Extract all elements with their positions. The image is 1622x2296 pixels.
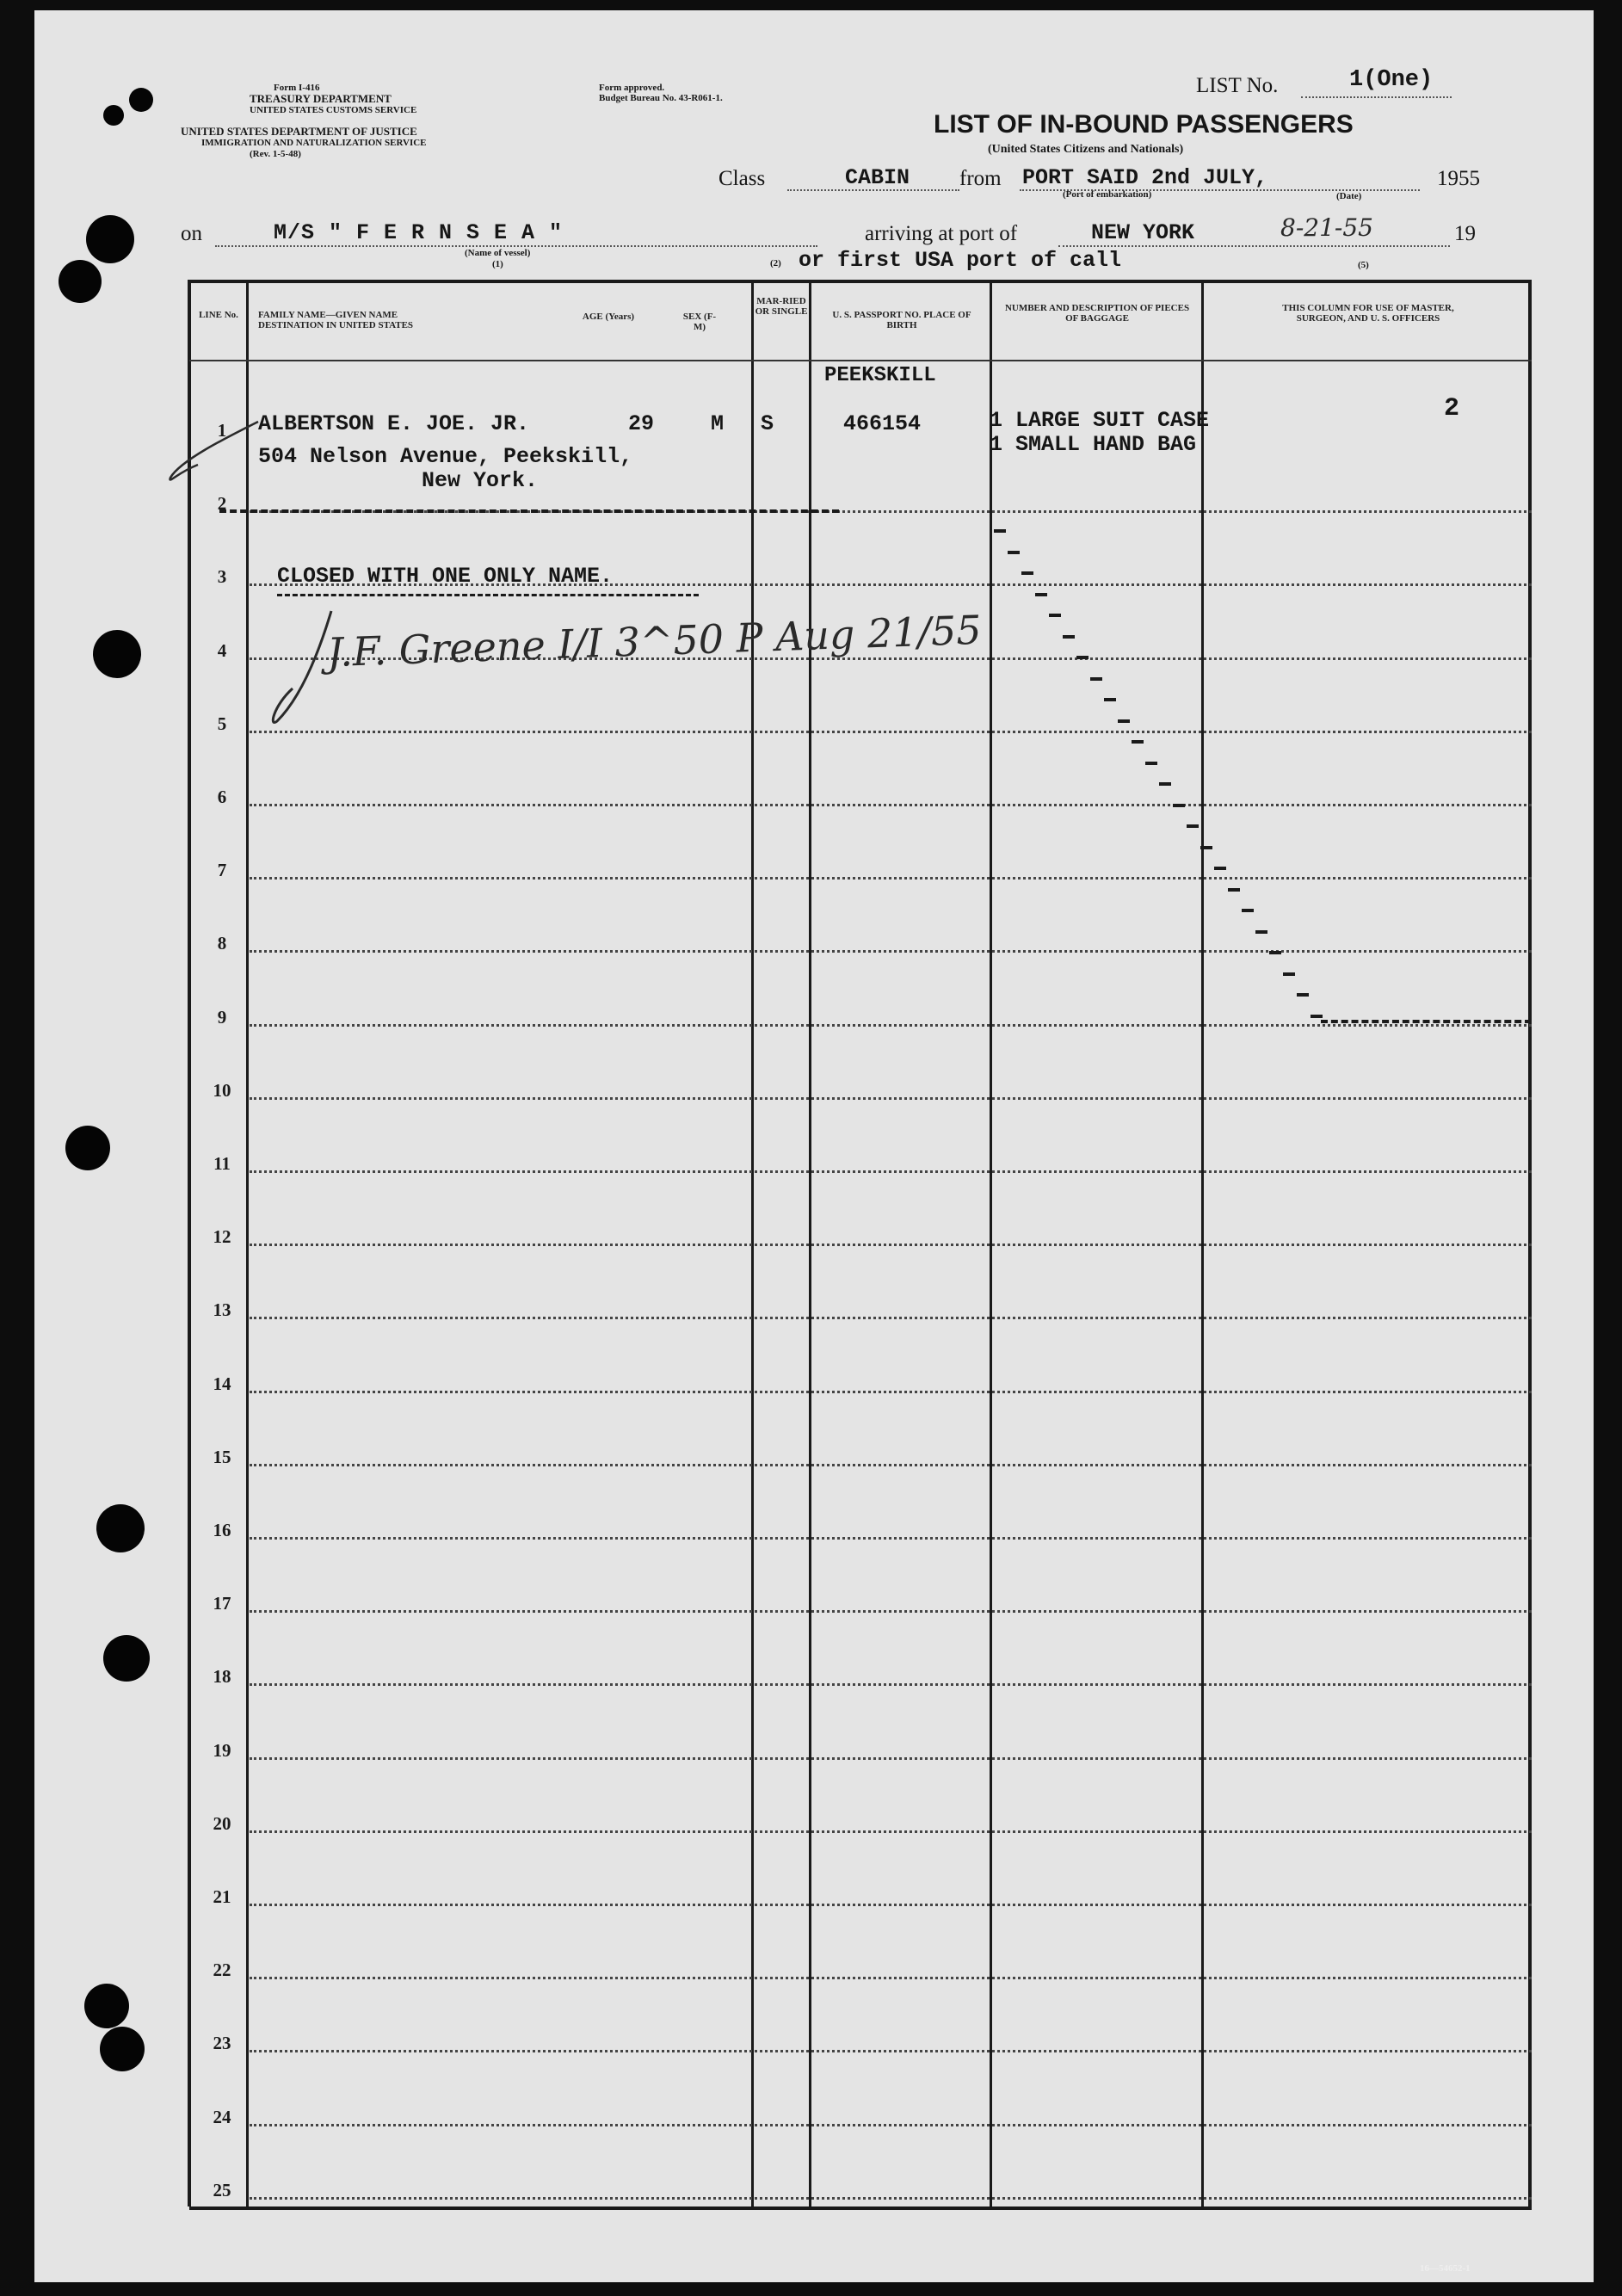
list-no-value: 1(One) xyxy=(1349,67,1434,93)
form-title: LIST OF IN-BOUND PASSENGERS xyxy=(934,110,1354,139)
cancel-tail-line xyxy=(1321,1020,1532,1023)
cancel-dash xyxy=(1311,1015,1323,1018)
cancel-dash xyxy=(1076,656,1089,659)
cancel-dash xyxy=(1008,551,1020,554)
treasury-department: TREASURY DEPARTMENT xyxy=(250,92,392,105)
class-label: Class xyxy=(718,167,766,190)
row-rule xyxy=(250,1170,1532,1173)
punch-hole xyxy=(100,2027,145,2071)
cancel-dash xyxy=(1242,909,1254,912)
cancel-dash xyxy=(1297,993,1309,997)
row-number: 8 xyxy=(217,933,227,954)
col-header-family-name: FAMILY NAME—GIVEN NAME xyxy=(258,310,398,320)
cancel-dash xyxy=(1159,782,1171,786)
punch-hole xyxy=(96,1504,145,1552)
punch-hole xyxy=(103,1635,150,1682)
first-port-label: or first USA port of call xyxy=(799,248,1122,273)
passenger-age: 29 xyxy=(628,411,655,436)
cancel-dash xyxy=(1090,677,1102,681)
row-number: 20 xyxy=(213,1812,231,1834)
date-caption: (Date) xyxy=(1336,191,1362,201)
col-header-baggage: NUMBER AND DESCRIPTION OF PIECES OF BAGGAGE xyxy=(1004,303,1190,324)
from-label: from xyxy=(959,167,1002,190)
row-number: 14 xyxy=(213,1373,231,1394)
baggage-line-1: 1 LARGE SUIT CASE xyxy=(990,408,1210,433)
cancel-dash xyxy=(1035,593,1047,596)
cancel-dash xyxy=(1173,804,1185,807)
form-approved: Form approved. xyxy=(599,83,665,93)
row-rule xyxy=(250,1317,1532,1319)
cancel-dash xyxy=(1283,972,1295,976)
col-divider xyxy=(246,280,249,2207)
arrival-port: NEW YORK xyxy=(1091,220,1195,245)
row-rule xyxy=(250,877,1532,880)
row-number: 23 xyxy=(213,2033,231,2054)
row-number: 5 xyxy=(217,713,227,734)
birthplace: PEEKSKILL xyxy=(824,364,936,387)
list-no-label: LIST No. xyxy=(1196,74,1279,97)
row-number: 16 xyxy=(213,1520,231,1540)
address-line-1: 504 Nelson Avenue, Peekskill, xyxy=(258,444,633,469)
cancel-dash xyxy=(1200,846,1212,849)
col-header-sex: SEX (F-M) xyxy=(682,312,717,332)
row-number: 2 xyxy=(217,493,227,515)
row-number: 21 xyxy=(213,1886,231,1907)
row-number: 15 xyxy=(213,1446,231,1467)
row-number: 4 xyxy=(217,639,227,661)
address-line-2: New York. xyxy=(422,468,539,493)
closed-note: CLOSED WITH ONE ONLY NAME. xyxy=(277,564,614,589)
budget-bureau: Budget Bureau No. 43-R061-1. xyxy=(599,93,723,103)
row-rule xyxy=(250,1610,1532,1613)
punch-hole xyxy=(84,1984,129,2028)
row-rule xyxy=(250,1757,1532,1760)
row-rule xyxy=(250,1244,1532,1246)
row-number: 13 xyxy=(213,1299,231,1321)
on-label: on xyxy=(181,222,202,245)
row-number: 25 xyxy=(213,2179,231,2200)
list-no-underline xyxy=(1301,96,1452,98)
cancel-dash xyxy=(1187,824,1199,828)
passport-number: 466154 xyxy=(843,411,922,436)
col-header-passport: U. S. PASSPORT NO. PLACE OF BIRTH xyxy=(832,310,971,330)
row-rule xyxy=(250,1391,1532,1393)
form-subtitle: (United States Citizens and Nationals) xyxy=(988,143,1184,156)
customs-service: UNITED STATES CUSTOMS SERVICE xyxy=(250,105,417,115)
row-rule xyxy=(250,1097,1532,1100)
row-number: 11 xyxy=(213,1153,231,1174)
row-rule xyxy=(250,2050,1532,2052)
num-2: (2) xyxy=(770,258,781,268)
row-number: 3 xyxy=(217,566,227,588)
punch-hole xyxy=(129,88,153,112)
row-rule xyxy=(250,1830,1532,1833)
cancel-dash xyxy=(1214,867,1226,870)
cancel-dash xyxy=(1145,762,1157,765)
cancel-dash xyxy=(1049,614,1061,617)
row-rule xyxy=(250,2197,1532,2200)
row-number: 1 xyxy=(217,420,227,441)
embarkation-caption: (Port of embarkation) xyxy=(1063,189,1152,200)
cancel-dash xyxy=(1132,740,1144,744)
row-number: 6 xyxy=(217,787,227,807)
cancel-dash xyxy=(994,529,1006,533)
cancel-line xyxy=(219,509,839,513)
form-number: Form I-416 xyxy=(274,83,320,93)
punch-hole xyxy=(65,1126,110,1170)
cancel-dash xyxy=(1228,888,1240,892)
baggage-line-2: 1 SMALL HAND BAG xyxy=(990,432,1197,457)
row-rule xyxy=(250,1904,1532,1906)
vessel-underline xyxy=(215,245,817,247)
cancel-dash xyxy=(1269,951,1281,954)
officer-mark: 2 xyxy=(1444,394,1460,423)
row-rule xyxy=(250,1683,1532,1686)
col-header-line: LINE No. xyxy=(199,310,238,320)
row-number: 7 xyxy=(217,860,227,881)
punch-hole xyxy=(59,260,102,303)
vessel-caption-num: (1) xyxy=(492,259,503,269)
passenger-sex: M xyxy=(711,411,725,436)
passenger-marital: S xyxy=(761,411,774,436)
justice-department: UNITED STATES DEPARTMENT OF JUSTICE xyxy=(181,125,417,138)
revision-date: (Rev. 1-5-48) xyxy=(250,149,301,159)
cancel-dash xyxy=(1118,719,1130,723)
vessel-name: M/S " F E R N S E A " xyxy=(274,220,564,245)
col-header-destination: DESTINATION IN UNITED STATES xyxy=(258,320,414,330)
row-rule xyxy=(250,950,1532,953)
table-left-border xyxy=(188,280,191,2207)
handwritten-note: J.F. Greene I/I 3^50 P Aug 21/55 xyxy=(326,606,983,676)
embarkation-value: PORT SAID 2nd JULY, xyxy=(1022,165,1268,190)
arriving-label: arriving at port of xyxy=(865,222,1018,245)
cancel-dash xyxy=(1104,698,1116,701)
punch-hole xyxy=(86,215,134,263)
row-rule xyxy=(250,731,1532,733)
row-number: 12 xyxy=(213,1226,231,1248)
passenger-name: ALBERTSON E. JOE. JR. xyxy=(258,411,530,436)
row-number: 22 xyxy=(213,1960,231,1981)
row-rule xyxy=(250,1977,1532,1979)
row-rule xyxy=(250,1537,1532,1540)
row-number: 9 xyxy=(217,1006,227,1028)
row-rule xyxy=(250,1024,1532,1027)
arrival-date-handwritten: 8-21-55 xyxy=(1280,213,1373,242)
row-number: 18 xyxy=(213,1666,231,1688)
ins-service: IMMIGRATION AND NATURALIZATION SERVICE xyxy=(201,138,427,148)
century-label: 19 xyxy=(1454,222,1476,245)
row-rule xyxy=(250,804,1532,806)
row-number: 10 xyxy=(213,1079,231,1101)
row-rule xyxy=(250,1464,1532,1466)
cancel-dash xyxy=(1255,930,1267,934)
col-header-married: MAR-RIED OR SINGLE xyxy=(755,296,808,317)
closed-note-underline xyxy=(277,594,699,596)
row-rule xyxy=(250,2124,1532,2126)
cancel-dash xyxy=(1021,571,1033,575)
cancel-dash xyxy=(1063,635,1075,639)
col-header-age: AGE (Years) xyxy=(582,312,635,322)
punch-hole xyxy=(93,630,141,678)
tick-mark xyxy=(163,417,267,486)
vessel-caption: (Name of vessel) xyxy=(465,248,531,258)
row-number: 17 xyxy=(213,1593,231,1614)
class-value: CABIN xyxy=(845,165,910,190)
port-underline xyxy=(1058,245,1450,247)
year-value: 1955 xyxy=(1437,167,1480,190)
footer-code: 16—54652-1 xyxy=(1420,2263,1471,2274)
col-header-officers: THIS COLUMN FOR USE OF MASTER, SURGEON, AND U. S. OFFICERS xyxy=(1282,303,1454,324)
header-bottom-rule xyxy=(189,360,1532,361)
punch-hole xyxy=(103,105,124,126)
num-5: (5) xyxy=(1358,260,1369,270)
row-number: 24 xyxy=(213,2106,231,2127)
row-number: 19 xyxy=(213,1739,231,1761)
